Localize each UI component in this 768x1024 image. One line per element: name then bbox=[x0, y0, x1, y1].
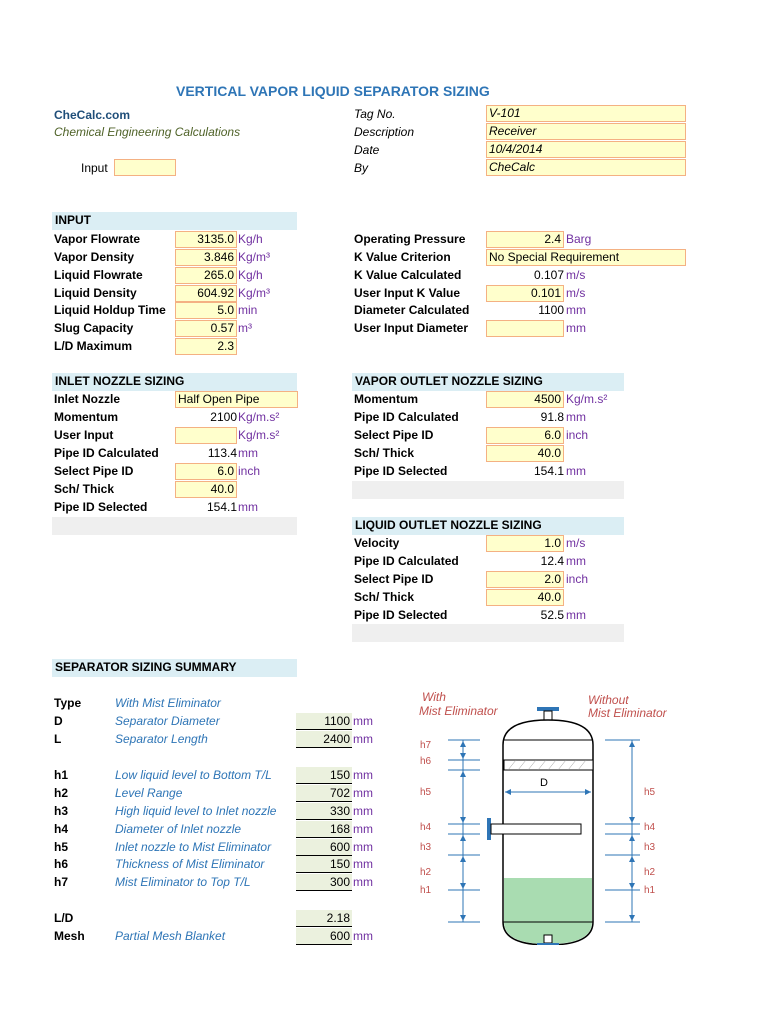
sum-mesh-label: Mesh bbox=[54, 929, 85, 943]
sum-h3-unit: mm bbox=[353, 804, 373, 818]
inlet-user-input[interactable] bbox=[175, 427, 237, 444]
sum-h2-desc: Level Range bbox=[115, 786, 183, 800]
dia-user-unit: mm bbox=[566, 321, 586, 335]
k-calc-label: K Value Calculated bbox=[354, 268, 462, 282]
inlet-select-pipe-unit: inch bbox=[238, 464, 261, 478]
sum-h6-desc: Thickness of Mist Eliminator bbox=[115, 857, 265, 871]
vapor-momentum-input[interactable]: 4500 bbox=[486, 391, 564, 408]
sum-h4-unit: mm bbox=[353, 822, 373, 836]
liquid-density-unit: Kg/m³ bbox=[238, 286, 271, 300]
slug-capacity-input[interactable]: 0.57 bbox=[175, 320, 237, 337]
vapor-pipe-sel-value: 154.1 bbox=[533, 464, 564, 478]
sum-ld-label: L/D bbox=[54, 911, 74, 925]
brand-link[interactable]: CheCalc.com bbox=[54, 108, 131, 122]
liquid-density-input[interactable]: 604.92 bbox=[175, 285, 237, 302]
liquid-velocity-label: Velocity bbox=[354, 536, 400, 550]
sum-h7-value: 300 bbox=[296, 874, 352, 891]
sum-d-desc: Separator Diameter bbox=[115, 714, 220, 728]
vapor-flowrate-label: Vapor Flowrate bbox=[54, 232, 141, 246]
mist-eliminator-icon bbox=[504, 760, 593, 770]
inlet-select-pipe-label: Select Pipe ID bbox=[54, 464, 134, 478]
inlet-nozzle-label: Inlet Nozzle bbox=[54, 392, 121, 406]
sum-h1-label: h1 bbox=[54, 768, 69, 782]
left-h5-label: h5 bbox=[420, 787, 432, 798]
inlet-nozzle-flange-icon bbox=[487, 818, 491, 840]
liquid-select-pipe-input[interactable]: 2.0 bbox=[486, 571, 564, 588]
vapor-sch-input[interactable]: 40.0 bbox=[486, 445, 564, 462]
inlet-section-footer bbox=[52, 517, 297, 535]
vapor-select-pipe-unit: inch bbox=[566, 428, 589, 442]
input-legend-swatch bbox=[114, 159, 176, 176]
input-legend-label: Input bbox=[81, 161, 108, 175]
vapor-flowrate-unit: Kg/h bbox=[238, 232, 263, 246]
sum-h2-unit: mm bbox=[353, 786, 373, 800]
liquid-level-icon bbox=[504, 878, 592, 944]
summary-section-title: SEPARATOR SIZING SUMMARY bbox=[52, 659, 297, 677]
sum-h6-unit: mm bbox=[353, 857, 373, 871]
k-calc-unit: m/s bbox=[566, 268, 586, 282]
sum-h2-value: 702 bbox=[296, 785, 352, 802]
op-pressure-unit: Barg bbox=[566, 232, 592, 246]
left-h3-label: h3 bbox=[420, 842, 432, 853]
sum-d-value: 1100 bbox=[296, 713, 352, 730]
sum-h3-desc: High liquid level to Inlet nozzle bbox=[115, 804, 277, 818]
sum-h3-label: h3 bbox=[54, 804, 69, 818]
left-h1-label: h1 bbox=[420, 885, 432, 896]
inlet-user-input-label: User Input bbox=[54, 428, 114, 442]
liquid-velocity-input[interactable]: 1.0 bbox=[486, 535, 564, 552]
dia-user-label: User Input Diameter bbox=[354, 321, 469, 335]
inlet-section-title: INLET NOZZLE SIZING bbox=[52, 373, 297, 391]
input-section-title: INPUT bbox=[52, 212, 297, 230]
right-h4-label: h4 bbox=[644, 822, 656, 833]
left-h4-label: h4 bbox=[420, 822, 432, 833]
inlet-pipe-calc-value: 113.4 bbox=[207, 446, 237, 460]
vapor-pipe-sel-label: Pipe ID Selected bbox=[354, 464, 448, 478]
k-criterion-label: K Value Criterion bbox=[354, 250, 451, 264]
op-pressure-input[interactable]: 2.4 bbox=[486, 231, 564, 248]
vapor-sch-label: Sch/ Thick bbox=[354, 446, 415, 460]
k-user-label: User Input K Value bbox=[354, 286, 461, 300]
sum-type-value: With Mist Eliminator bbox=[115, 696, 221, 710]
holdup-time-unit: min bbox=[238, 303, 258, 317]
inlet-pipe-calc-label: Pipe ID Calculated bbox=[54, 446, 159, 460]
liquid-density-label: Liquid Density bbox=[54, 286, 137, 300]
inlet-momentum-unit: Kg/m.s² bbox=[238, 410, 280, 424]
sum-h7-unit: mm bbox=[353, 875, 373, 889]
by-field[interactable]: CheCalc bbox=[486, 159, 686, 176]
sum-d-unit: mm bbox=[353, 714, 373, 728]
sum-h2-label: h2 bbox=[54, 786, 69, 800]
sum-type-label: Type bbox=[54, 696, 82, 710]
tag-field[interactable]: V-101 bbox=[486, 105, 686, 122]
right-h2-label: h2 bbox=[644, 867, 656, 878]
inlet-pipe-sel-label: Pipe ID Selected bbox=[54, 500, 148, 514]
vapor-density-unit: Kg/m³ bbox=[238, 250, 271, 264]
vapor-momentum-label: Momentum bbox=[354, 392, 418, 406]
vapor-pipe-calc-unit: mm bbox=[566, 410, 586, 424]
sum-h7-desc: Mist Eliminator to Top T/L bbox=[115, 875, 251, 889]
sum-h1-desc: Low liquid level to Bottom T/L bbox=[115, 768, 272, 782]
description-field[interactable]: Receiver bbox=[486, 123, 686, 140]
vapor-density-label: Vapor Density bbox=[54, 250, 135, 264]
inlet-sch-input[interactable]: 40.0 bbox=[175, 481, 237, 498]
subtitle: Chemical Engineering Calculations bbox=[54, 125, 241, 139]
vapor-select-pipe-input[interactable]: 6.0 bbox=[486, 427, 564, 444]
left-h2-label: h2 bbox=[420, 867, 432, 878]
inlet-user-input-unit: Kg/m.s² bbox=[238, 428, 280, 442]
sum-mesh-value: 600 bbox=[296, 928, 352, 945]
holdup-time-label: Liquid Holdup Time bbox=[54, 303, 166, 317]
sum-h5-desc: Inlet nozzle to Mist Eliminator bbox=[115, 840, 272, 854]
by-label: By bbox=[354, 161, 369, 175]
bottom-nozzle-flange-icon bbox=[537, 943, 559, 945]
sum-ld-value: 2.18 bbox=[296, 910, 352, 927]
sum-h5-label: h5 bbox=[54, 840, 69, 854]
with-mist-line1: With bbox=[422, 690, 446, 704]
sum-h1-unit: mm bbox=[353, 768, 373, 782]
left-h7-label: h7 bbox=[420, 740, 432, 751]
vapor-pipe-sel-unit: mm bbox=[566, 464, 586, 478]
right-h1-label: h1 bbox=[644, 885, 656, 896]
sum-l-value: 2400 bbox=[296, 731, 352, 748]
op-pressure-label: Operating Pressure bbox=[354, 232, 466, 246]
right-h5-label: h5 bbox=[644, 787, 656, 798]
sum-h4-desc: Diameter of Inlet nozzle bbox=[115, 822, 242, 836]
with-mist-line2: Mist Eliminator bbox=[419, 704, 498, 718]
sum-l-label: L bbox=[54, 732, 62, 746]
liquid-pipe-sel-label: Pipe ID Selected bbox=[354, 608, 448, 622]
inlet-momentum-label: Momentum bbox=[54, 410, 118, 424]
description-label: Description bbox=[354, 125, 415, 139]
k-calc-value: 0.107 bbox=[533, 268, 564, 282]
sum-h1-value: 150 bbox=[296, 767, 352, 784]
sum-l-unit: mm bbox=[353, 732, 373, 746]
sum-h4-value: 168 bbox=[296, 821, 352, 838]
top-nozzle-flange-icon bbox=[537, 707, 559, 711]
page-title: VERTICAL VAPOR LIQUID SEPARATOR SIZING bbox=[176, 83, 490, 99]
ld-max-input[interactable]: 2.3 bbox=[175, 338, 237, 355]
liquid-sch-label: Sch/ Thick bbox=[354, 590, 415, 604]
dia-user-input[interactable] bbox=[486, 320, 564, 337]
sum-h4-label: h4 bbox=[54, 822, 69, 836]
liquid-select-pipe-unit: inch bbox=[566, 572, 589, 586]
liquid-sch-input[interactable]: 40.0 bbox=[486, 589, 564, 606]
sum-h3-value: 330 bbox=[296, 803, 352, 820]
inlet-momentum-value: 2100 bbox=[210, 410, 237, 424]
vapor-outlet-section-title: VAPOR OUTLET NOZZLE SIZING bbox=[352, 373, 624, 391]
sum-h6-label: h6 bbox=[54, 857, 69, 871]
inlet-pipe-sel-value: 154.1 bbox=[206, 500, 237, 514]
inlet-nozzle-select[interactable]: Half Open Pipe bbox=[175, 391, 298, 408]
liquid-outlet-section-title: LIQUID OUTLET NOZZLE SIZING bbox=[352, 517, 624, 535]
liquid-select-pipe-label: Select Pipe ID bbox=[354, 572, 434, 586]
k-criterion-select[interactable]: No Special Requirement bbox=[486, 249, 686, 266]
liquid-section-footer bbox=[352, 624, 624, 642]
ld-max-label: L/D Maximum bbox=[54, 339, 133, 353]
vapor-pipe-calc-value: 91.8 bbox=[540, 410, 564, 424]
sum-mesh-desc: Partial Mesh Blanket bbox=[115, 929, 226, 943]
liquid-pipe-sel-value: 52.5 bbox=[540, 608, 564, 622]
diagram-d-label: D bbox=[540, 777, 548, 789]
sum-mesh-unit: mm bbox=[353, 929, 373, 943]
liquid-velocity-unit: m/s bbox=[566, 536, 586, 550]
sum-h6-value: 150 bbox=[296, 856, 352, 873]
bottom-nozzle-icon bbox=[544, 935, 552, 943]
date-field[interactable]: 10/4/2014 bbox=[486, 141, 686, 158]
holdup-time-input[interactable]: 5.0 bbox=[175, 302, 237, 319]
date-label: Date bbox=[354, 143, 380, 157]
vapor-section-footer bbox=[352, 481, 624, 499]
k-user-input[interactable]: 0.101 bbox=[486, 285, 564, 302]
dia-calc-label: Diameter Calculated bbox=[354, 303, 470, 317]
without-mist-line2: Mist Eliminator bbox=[588, 706, 667, 720]
liquid-pipe-calc-value: 12.4 bbox=[540, 554, 564, 568]
slug-capacity-unit: m³ bbox=[238, 321, 252, 335]
inlet-select-pipe-input[interactable]: 6.0 bbox=[175, 463, 237, 480]
liquid-pipe-sel-unit: mm bbox=[566, 608, 586, 622]
dia-calc-unit: mm bbox=[566, 303, 586, 317]
vapor-flowrate-input[interactable]: 3135.0 bbox=[175, 231, 237, 248]
liquid-flowrate-input[interactable]: 265.0 bbox=[175, 267, 237, 284]
k-user-unit: m/s bbox=[566, 286, 586, 300]
liquid-pipe-calc-label: Pipe ID Calculated bbox=[354, 554, 459, 568]
sum-d-label: D bbox=[54, 714, 63, 728]
dia-calc-value: 1100 bbox=[538, 303, 564, 317]
sum-h5-unit: mm bbox=[353, 840, 373, 854]
left-h6-label: h6 bbox=[420, 756, 432, 767]
slug-capacity-label: Slug Capacity bbox=[54, 321, 134, 335]
vapor-density-input[interactable]: 3.846 bbox=[175, 249, 237, 266]
vapor-momentum-unit: Kg/m.s² bbox=[566, 392, 608, 406]
vapor-select-pipe-label: Select Pipe ID bbox=[354, 428, 434, 442]
right-h3-label: h3 bbox=[644, 842, 656, 853]
inlet-pipe-calc-unit: mm bbox=[238, 446, 258, 460]
sum-l-desc: Separator Length bbox=[115, 732, 208, 746]
inlet-sch-label: Sch/ Thick bbox=[54, 482, 115, 496]
tag-label: Tag No. bbox=[354, 107, 396, 121]
liquid-flowrate-unit: Kg/h bbox=[238, 268, 263, 282]
sum-h7-label: h7 bbox=[54, 875, 69, 889]
sum-h5-value: 600 bbox=[296, 839, 352, 856]
inlet-pipe-sel-unit: mm bbox=[238, 500, 258, 514]
vapor-pipe-calc-label: Pipe ID Calculated bbox=[354, 410, 459, 424]
inlet-nozzle-icon bbox=[491, 824, 581, 834]
without-mist-line1: Without bbox=[588, 693, 629, 707]
liquid-flowrate-label: Liquid Flowrate bbox=[54, 268, 143, 282]
liquid-pipe-calc-unit: mm bbox=[566, 554, 586, 568]
